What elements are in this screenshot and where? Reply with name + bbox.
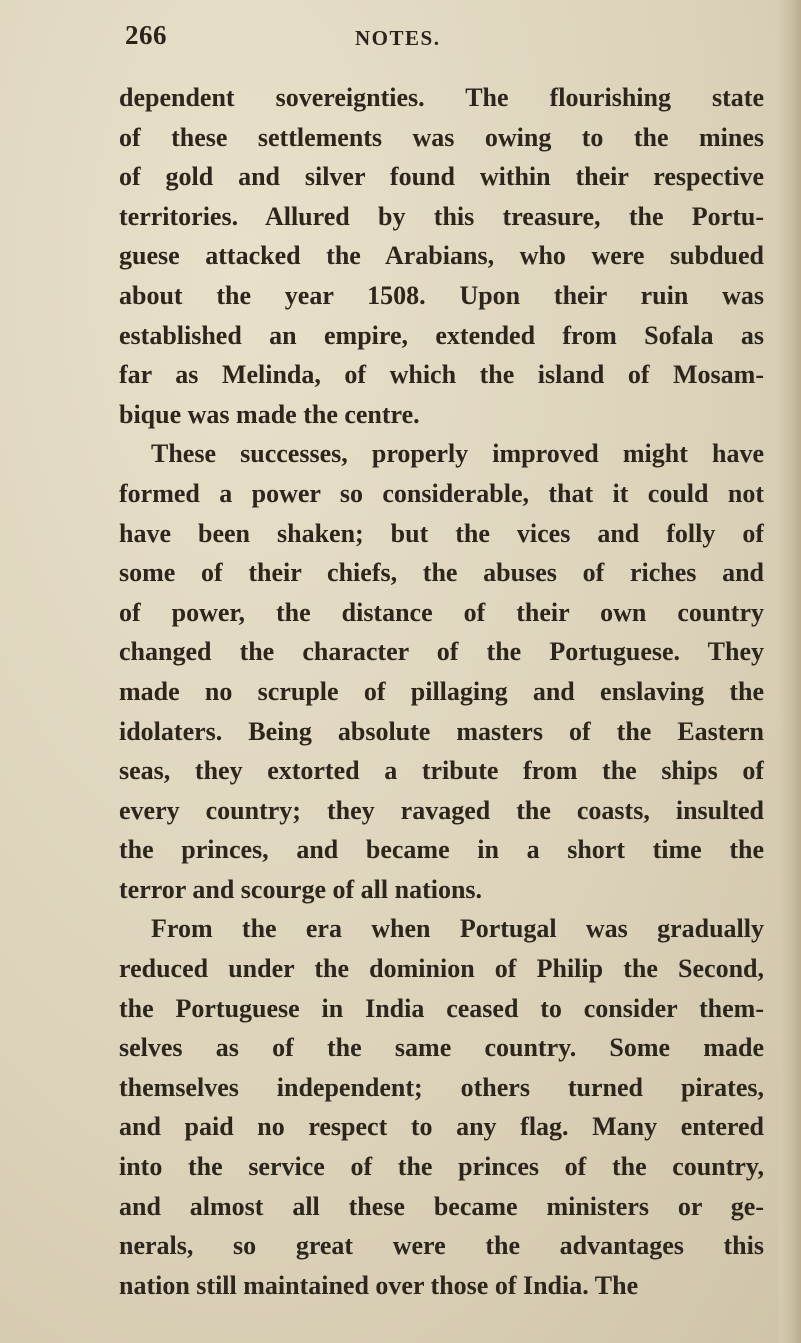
body-text <box>119 78 764 1305</box>
text-line: have been shaken; but the vices and folly of <box>119 518 764 548</box>
text-line: seas, they extorted a tribute from the ships of <box>119 756 764 786</box>
text-line: territories. Allured by this treasure, the Portu- <box>119 201 764 231</box>
text-line: themselves independent; others turned pirates, <box>119 1072 764 1102</box>
page-edge-shadow <box>779 0 801 1343</box>
text-line: made no scruple of pillaging and enslaving the <box>119 676 764 706</box>
text-line: bique was made the centre. <box>119 399 420 429</box>
text-line: selves as of the same country. Some made <box>119 1033 764 1063</box>
text-line: terror and scourge of all nations. <box>119 874 483 904</box>
page-number: 266 <box>125 20 167 50</box>
text-line: These successes, properly improved might have <box>151 439 764 469</box>
text-line: established an empire, extended from Sofala as <box>119 320 764 350</box>
text-line: of gold and silver found within their respective <box>119 162 764 192</box>
running-head: NOTES. <box>355 26 441 50</box>
text-line: formed a power so considerable, that it could not <box>119 478 764 508</box>
text-line: guese attacked the Arabians, who were subdued <box>119 241 764 271</box>
text-line: about the year 1508. Upon their ruin was <box>119 280 764 310</box>
text-line: of power, the distance of their own country <box>119 597 764 627</box>
text-line: every country; they ravaged the coasts, insulted <box>119 795 764 825</box>
text-line: into the service of the princes of the country, <box>119 1152 764 1182</box>
text-line: idolaters. Being absolute masters of the Eastern <box>119 716 764 746</box>
text-line: the princes, and became in a short time the <box>119 835 764 865</box>
text-line: and paid no respect to any flag. Many entered <box>119 1112 764 1142</box>
text-line: dependent sovereignties. The flourishing state <box>119 83 764 112</box>
text-line: reduced under the dominion of Philip the Second, <box>119 954 764 984</box>
page-header <box>0 0 801 80</box>
text-line: of these settlements was owing to the mines <box>119 122 764 152</box>
text-line: and almost all these became ministers or ge- <box>119 1191 764 1221</box>
text-line: some of their chiefs, the abuses of riches and <box>119 558 764 588</box>
text-line: nerals, so great were the advantages this <box>119 1231 764 1261</box>
text-line: far as Melinda, of which the island of Mosam- <box>119 360 764 390</box>
text-line: the Portuguese in India ceased to consider them- <box>119 993 764 1023</box>
text-line: From the era when Portugal was gradually <box>151 914 764 944</box>
text-line: nation still maintained over those of India. The <box>119 1270 639 1300</box>
text-line: changed the character of the Portuguese. They <box>119 637 764 667</box>
